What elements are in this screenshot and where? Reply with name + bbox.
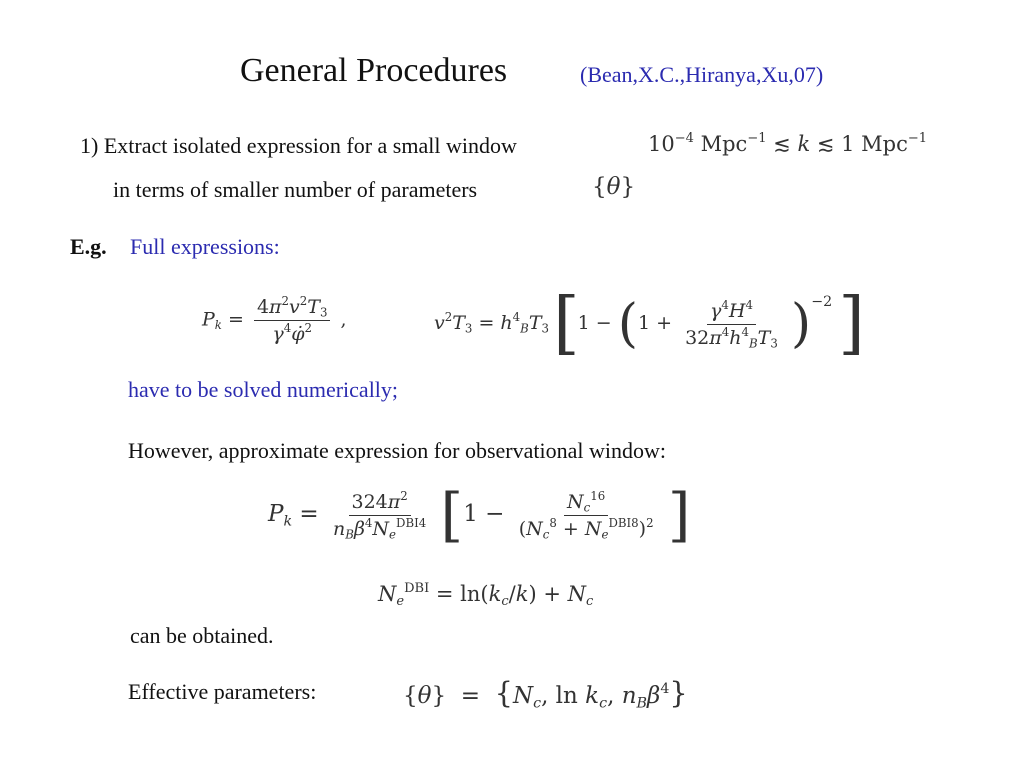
slide-title: General Procedures bbox=[240, 52, 508, 89]
ne-dbi-equation: $N_e^{DBI} = \ln(k_c/k) + N_c$ bbox=[378, 580, 594, 609]
citation: (Bean,X.C.,Hiranya,Xu,07) bbox=[580, 62, 824, 87]
step1-text-line2: in terms of smaller number of parameters bbox=[113, 177, 478, 202]
v2t3-equation: $v^2T_3 = h^4_BT_3$ [1 − (1 + $\frac{\gamma^4H^4}{32\pi^4h^4_BT_3}$ )$^{-2}$ ] bbox=[434, 284, 865, 363]
full-expressions-label: Full expressions: bbox=[130, 234, 280, 259]
however-text: However, approximate expression for observational window: bbox=[128, 438, 666, 463]
effective-parameters-equation: $\{\theta\} = \{N_c$, $\ln k_c$, $n_B\beta^4$} bbox=[403, 676, 688, 712]
pk-full-equation: $P_k$ = $\frac{4\pi^2v^2T_3}{\gamma^4\varphi̇^2}$ , bbox=[202, 293, 347, 345]
solved-numerically-text: have to be solved numerically; bbox=[128, 377, 399, 402]
eg-label: E.g. bbox=[70, 234, 107, 259]
effective-parameters-label: Effective parameters: bbox=[128, 679, 317, 704]
pk-approx-equation: $P_k$ = $\frac{324\pi^2}{n_B\beta^4N_e^{DBI4}}$ [1 − $\frac{N_c^{16}}{(N_c^8 + N_e^{DBI8})^2}$ ] bbox=[268, 481, 691, 549]
can-be-obtained-text: can be obtained. bbox=[130, 623, 274, 648]
step1-text: 1) Extract isolated expression for a small window bbox=[80, 133, 517, 158]
theta-set-equation: {θ} bbox=[592, 174, 636, 200]
window-range-equation: $10^{-4}$ Mpc$^{-1}$ ≲ k ≲ 1 Mpc$^{-1}$ bbox=[648, 130, 928, 156]
